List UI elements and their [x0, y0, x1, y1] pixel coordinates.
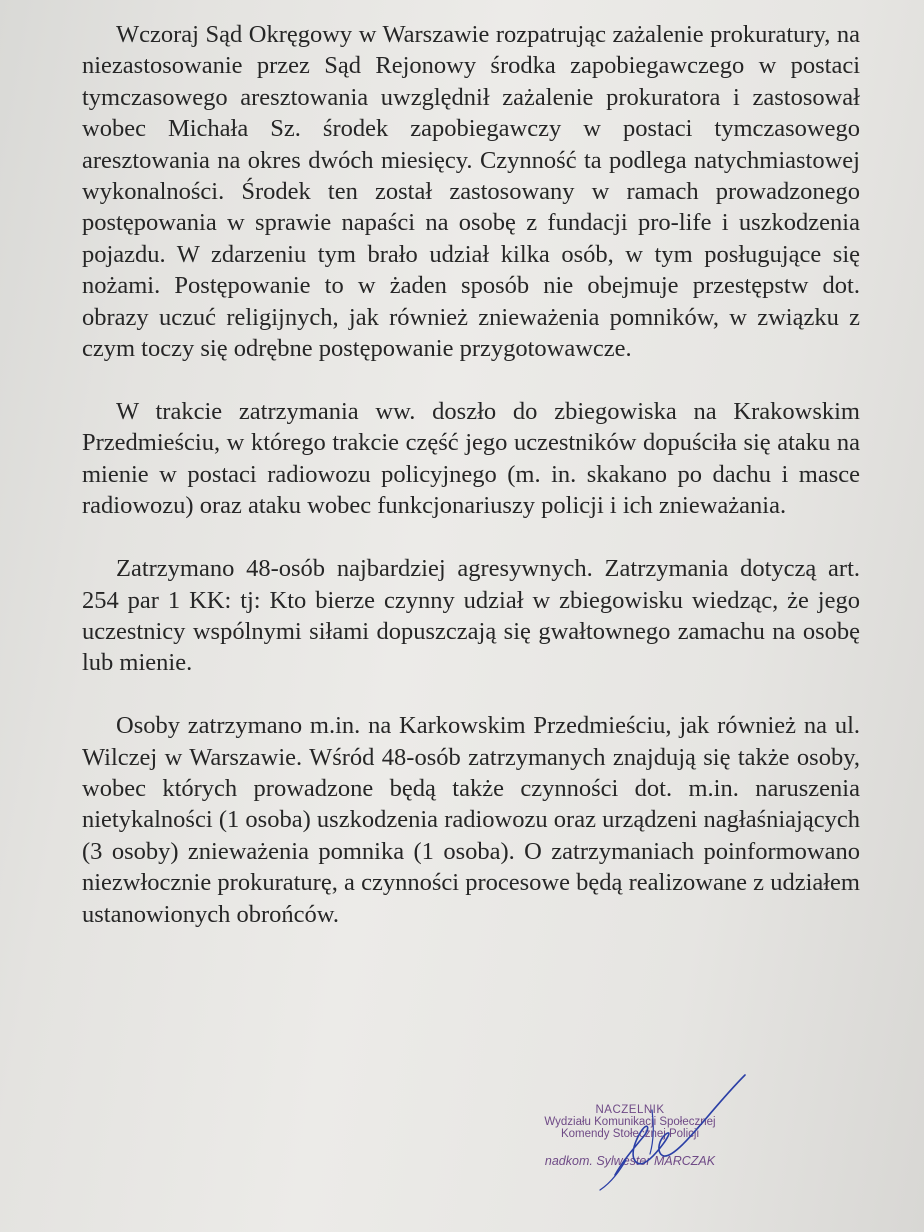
stamp-department-line1: Wydziału Komunikacji Społecznej	[544, 1116, 716, 1128]
stamp-title: NACZELNIK	[595, 1104, 665, 1116]
handwritten-signature	[560, 1070, 760, 1200]
paragraph-detentions: Zatrzymano 48-osób najbardziej agresywnych. Zatrzymania dotyczą art. 254 par 1 KK: tj: Kto bierze czynny udział w zbiegowisku wiedząc, że jego uczestnicy wspólnymi siłami dopuszczają się gwałtownego zamachu na osobę lub mienie.	[82, 555, 860, 677]
stamp-department-line2: Komendy Stołecznej Policji	[560, 1128, 700, 1140]
paragraph-court-decision: Wczoraj Sąd Okręgowy w Warszawie rozpatrując zażalenie prokuratury, na niezastosowanie przez Sąd Rejonowy środka zapobiegawczego w postaci tymczasowego aresztowania uwzględnił zażalenie prokuratora i zastosował wobec Michała Sz. środek zapobiegawczy w postaci tymczasowego aresztowania na okres dwóch miesięcy. Czynność ta podlega natychmiastowej wykonalności. Środek ten został zastosowany w ramach prowadzonego postępowania w sprawie napaści na osobę z fundacji pro-life i uszkodzenia pojazdu. W zdarzeniu tym brało udział kilka osób, w tym posługujące się nożami. Postępowanie to w żaden sposób nie obejmuje przestępstw dot. obrazy uczuć religijnych, jak również znieważenia pomników, w związku z czym toczy się odrębne postępowanie przygotowawcze.	[82, 21, 860, 363]
stamp-name: nadkom. Sylwester MARCZAK	[544, 1154, 716, 1168]
document-body	[82, 19, 860, 930]
paragraph-detention-locations: Osoby zatrzymano m.in. na Karkowskim Przedmieściu, jak również na ul. Wilczej w Warszawie. Wśród 48-osób zatrzymanych znajdują się także osoby, wobec których prowadzone będą także czynności dot. m.in. naruszenia nietykalności (1 osoba) uszkodzenia radiowozu oraz urządzeni nagłaśniających (3 osoby) znieważenia pomnika (1 osoba). O zatrzymaniach poinformowano niezwłocznie prokuraturę, a czynności procesowe będą realizowane z udziałem ustanowionych obrońców.	[82, 712, 860, 928]
paragraph-gathering: W trakcie zatrzymania ww. doszło do zbiegowiska na Krakowskim Przedmieściu, w którego trakcie część jego uczestników dopuściła się ataku na mienie w postaci radiowozu policyjnego (m. in. skakano po dachu i masce radiowozu) oraz ataku wobec funkcjonariuszy policji i ich znieważania.	[82, 397, 860, 520]
